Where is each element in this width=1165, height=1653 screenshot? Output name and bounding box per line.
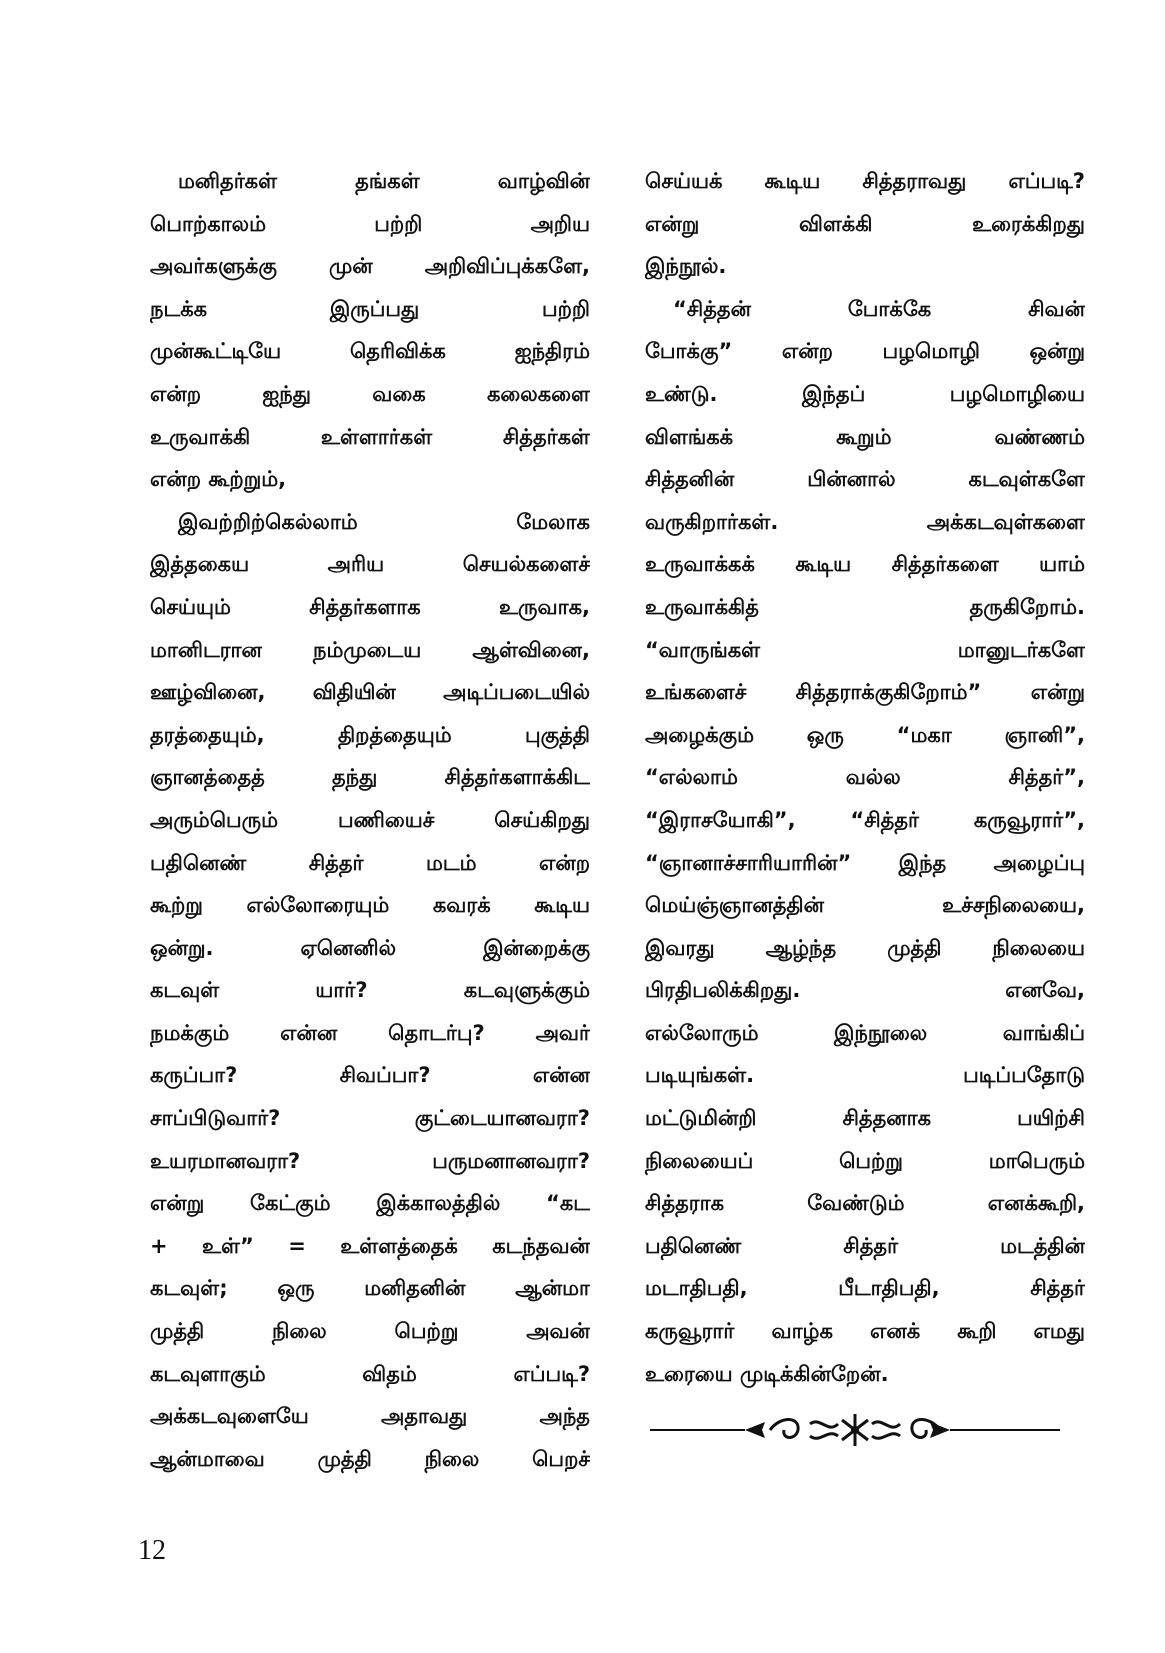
- text-line: இவற்றிற்கெல்லாம் மேலாக: [178, 509, 590, 534]
- text-line: அக்கடவுளையே அதாவது அந்த: [150, 1404, 590, 1429]
- text-line: மடாதிபதி, பீடாதிபதி, சித்தர்: [645, 1276, 1085, 1301]
- text-line: அவர்களுக்கு முன் அறிவிப்புக்களே,: [150, 254, 590, 279]
- text-line: மானிடரான நம்முடைய ஆள்வினை,: [150, 637, 590, 662]
- text-line: முத்தி நிலை பெற்று அவன்: [150, 1319, 590, 1344]
- text-line: படியுங்கள். படிப்பதோடு: [645, 1063, 1085, 1088]
- text-line: ஒன்று. ஏனெனில் இன்றைக்கு: [150, 935, 590, 960]
- text-line: என்று விளக்கி உரைக்கிறது: [645, 211, 1085, 236]
- text-line: உங்களைச் சித்தராக்குகிறோம்” என்று: [645, 680, 1085, 705]
- text-line: என்று கேட்கும் இக்காலத்தில் “கட: [150, 1191, 590, 1216]
- text-line: நமக்கும் என்ன தொடர்பு? அவர்: [150, 1020, 590, 1045]
- text-line: மட்டுமின்றி சித்தனாக பயிற்சி: [645, 1106, 1085, 1131]
- text-line: “இராசயோகி”, “சித்தர் கருவூரார்”,: [645, 807, 1085, 832]
- text-line: போக்கு” என்ற பழமொழி ஒன்று: [645, 339, 1085, 364]
- text-line: “வாருங்கள் மானுடர்களே: [645, 637, 1085, 662]
- right-text-column: [645, 160, 1085, 1395]
- text-line: என்ற ஐந்து வகை கலைகளை: [150, 381, 590, 406]
- text-line: பதினெண் சித்தர் மடத்தின்: [645, 1233, 1085, 1258]
- text-line: அரும்பெரும் பணியைச் செய்கிறது: [150, 807, 590, 832]
- text-line: உரையை முடிக்கின்றேன்.: [645, 1361, 889, 1386]
- text-line: சாப்பிடுவார்? குட்டையானவரா?: [150, 1106, 590, 1131]
- text-line: மனிதர்கள் தங்கள் வாழ்வின்: [178, 169, 590, 193]
- text-line: இவரது ஆழ்ந்த முத்தி நிலையை: [645, 935, 1085, 960]
- text-line: சித்தராக வேண்டும் எனக்கூறி,: [645, 1191, 1085, 1216]
- text-line: எல்லோரும் இந்நூலை வாங்கிப்: [645, 1020, 1085, 1045]
- text-line: உருவாக்கக் கூடிய சித்தர்களை யாம்: [645, 552, 1085, 577]
- text-line: அழைக்கும் ஒரு “மகா ஞானி”,: [645, 722, 1085, 747]
- text-line: கருப்பா? சிவப்பா? என்ன: [150, 1063, 590, 1088]
- text-line: வருகிறார்கள். அக்கடவுள்களை: [645, 509, 1085, 534]
- text-line: முன்கூட்டியே தெரிவிக்க ஐந்திரம்: [150, 339, 590, 364]
- text-line: செய்யும் சித்தர்களாக உருவாக,: [150, 594, 590, 619]
- text-line: இத்தகைய அரிய செயல்களைச்: [150, 552, 590, 577]
- text-line: உருவாக்கி உள்ளார்கள் சித்தர்கள்: [150, 424, 590, 449]
- text-line: கடவுள்; ஒரு மனிதனின் ஆன்மா: [150, 1276, 590, 1301]
- text-line: நிலையைப் பெற்று மாபெரும்: [645, 1148, 1085, 1173]
- text-line: உயரமானவரா? பருமனானவரா?: [150, 1148, 590, 1173]
- text-line: உண்டு. இந்தப் பழமொழியை: [645, 381, 1085, 406]
- text-line: பொற்காலம் பற்றி அறிய: [150, 211, 590, 236]
- text-line: கருவூரார் வாழ்க எனக் கூறி எமது: [645, 1319, 1085, 1344]
- text-line: “எல்லாம் வல்ல சித்தர்”,: [645, 765, 1085, 790]
- text-line: உருவாக்கித் தருகிறோம்.: [645, 594, 1085, 619]
- text-line: செய்யக் கூடிய சித்தராவது எப்படி?: [645, 169, 1085, 193]
- text-line: கடவுளாகும் விதம் எப்படி?: [150, 1361, 590, 1386]
- decorative-divider-icon: [650, 1410, 1080, 1450]
- text-line: “சித்தன் போக்கே சிவன்: [673, 296, 1085, 321]
- text-line: கடவுள் யார்? கடவுளுக்கும்: [150, 978, 590, 1003]
- text-line: ஊழ்வினை, விதியின் அடிப்படையில்: [150, 680, 590, 705]
- text-line: நடக்க இருப்பது பற்றி: [150, 296, 590, 321]
- text-line: இந்நூல்.: [645, 254, 727, 279]
- text-line: தரத்தையும், திறத்தையும் புகுத்தி: [150, 722, 590, 747]
- text-line: பிரதிபலிக்கிறது. எனவே,: [645, 978, 1085, 1003]
- text-line: கூற்று எல்லோரையும் கவரக் கூடிய: [150, 893, 590, 918]
- text-line: பதினெண் சித்தர் மடம் என்ற: [150, 850, 590, 875]
- text-line: விளங்கக் கூறும் வண்ணம்: [645, 424, 1085, 449]
- text-line: என்ற கூற்றும்,: [150, 467, 287, 492]
- text-line: ஞானத்தைத் தந்து சித்தர்களாக்கிட: [150, 765, 590, 790]
- left-text-column: [150, 160, 590, 1480]
- text-line: ஆன்மாவை முத்தி நிலை பெறச்: [150, 1446, 590, 1471]
- text-line: சித்தனின் பின்னால் கடவுள்களே: [645, 467, 1085, 492]
- text-line: + உள்” = உள்ளத்தைக் கடந்தவன்: [150, 1233, 590, 1258]
- page-number: 12: [138, 1535, 166, 1566]
- text-line: மெய்ஞ்ஞானத்தின் உச்சநிலையை,: [645, 893, 1085, 918]
- text-line: “ஞானாச்சாரியாரின்” இந்த அழைப்பு: [645, 850, 1085, 875]
